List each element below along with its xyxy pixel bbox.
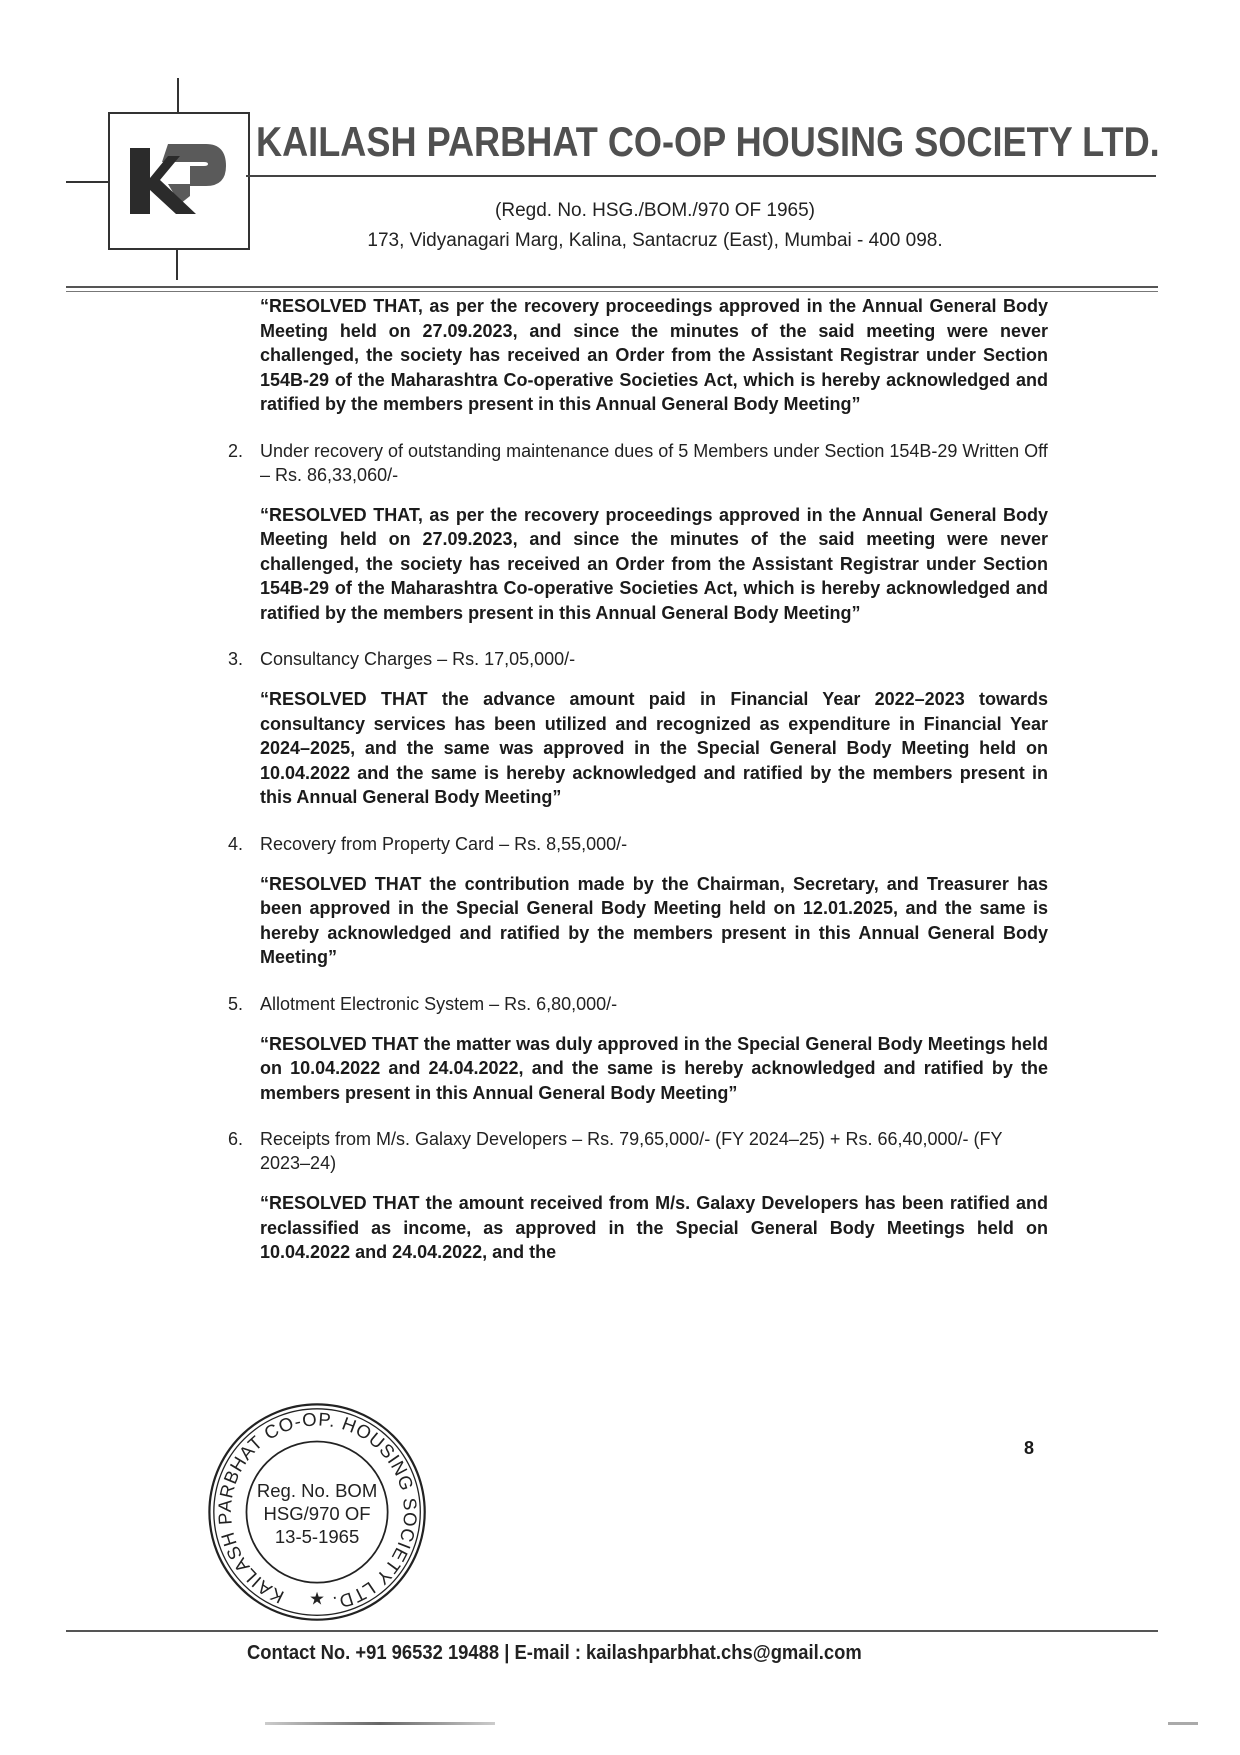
scan-artifact [1168,1722,1198,1725]
resolution-paragraph [260,294,1048,417]
logo-crosshair-line [177,78,179,114]
agenda-item-6 [228,1127,1048,1265]
resolution-text: as per the recovery proceedings approved in the Annual General Body Meeting held on 27.09.2023, and since the minutes of the said meeting were never challenged, the society has received an Order from the Assistant Registrar under Section 154B-29 of the Maharashtra Co-operative Societies Act, which is hereby acknowledged and ratified by the members present in this Annual General Body Meeting” [260,296,1048,414]
agenda-item-5 [228,992,1048,1106]
item-number: 4. [228,833,244,854]
item-heading: Receipts from M/s. Galaxy Developers – Rs. 79,65,000/- (FY 2024–25) + Rs. 66,40,000/- (FY 2023–24) [260,1129,1003,1173]
seal-ring-text: KAILASH PARBHAT CO-OP. HOUSING SOCIETY LTD. [213,1408,422,1615]
footer-contact: Contact No. +91 96532 19488 | E-mail : kailashparbhat.chs@gmail.com [247,1642,862,1664]
resolution-text: the advance amount paid in Financial Year 2022–2023 towards consultancy services has been utilized and recognized as expenditure in Financial Year 2024–2025, and the same was approved in the Special General Body Meeting held on 10.04.2022 and the same is hereby acknowledged and ratified by the members present in this Annual General Body Meeting” [260,689,1049,807]
footer-divider [66,1630,1158,1632]
society-address: 173, Vidyanagari Marg, Kalina, Santacruz (East), Mumbai - 400 098. [367,230,943,251]
resolution-lead: “RESOLVED THAT [260,1193,420,1213]
seal-line-2: HSG/970 OF [263,1503,371,1524]
header-divider [66,291,1158,292]
resolution-paragraph [260,687,1048,810]
resolution-lead: “RESOLVED THAT [260,689,428,709]
item-number: 3. [228,649,244,669]
item-heading: Under recovery of outstanding maintenance dues of 5 Members under Section 154B-29 Written Off – Rs. 86,33,060/- [260,440,1048,485]
resolution-lead: “RESOLVED THAT, [260,504,423,525]
item-number: 5. [228,993,244,1014]
item-number: 6. [228,1129,244,1149]
resolution-lead: “RESOLVED THAT, [260,296,423,316]
society-seal-icon [205,1400,430,1625]
page-number: 8 [1024,1438,1035,1458]
resolution-paragraph [260,503,1048,626]
resolution-paragraph [260,1032,1048,1106]
resolution-paragraph [260,1191,1048,1265]
resolution-paragraph [260,872,1048,970]
scan-artifact [265,1722,495,1725]
registration-number: (Regd. No. HSG./BOM./970 OF 1965) [495,200,815,221]
resolution-text: the amount received from M/s. Galaxy Developers has been ratified and reclassified as income, as approved in the Special General Body Meetings held on 10.04.2022 and 24.04.2022, and the [260,1193,1049,1262]
resolution-text: the contribution made by the Chairman, Secretary, and Treasurer has been approved in the Special General Body Meeting held on 12.01.2025, and the same is hereby acknowledged and ratified by the members present in this Annual General Body Meeting” [260,873,1048,967]
agenda-item-3 [228,647,1048,810]
document-body [228,294,1048,1265]
item-heading: Allotment Electronic System – Rs. 6,80,000/- [260,993,618,1014]
resolution-lead: “RESOLVED THAT [260,873,422,894]
seal-line-1: Reg. No. BOM [256,1480,378,1502]
agenda-item-2 [228,439,1048,626]
logo-crosshair-line [66,181,108,183]
resolution-lead: “RESOLVED THAT [260,1033,419,1054]
agenda-item-4 [228,832,1048,970]
item-number: 2. [228,440,244,461]
item-heading: Recovery from Property Card – Rs. 8,55,000/- [260,833,628,854]
header-rule [246,175,1156,177]
seal-star-icon: ★ [309,1589,325,1610]
item-heading: Consultancy Charges – Rs. 17,05,000/- [260,649,576,669]
header-divider [66,286,1158,288]
resolution-text: as per the recovery proceedings approved in the Annual General Body Meeting held on 27.09.2023, and since the minutes of the said meeting were never challenged, the society has received an Order from the Assistant Registrar under Section 154B-29 of the Maharashtra Co-operative Societies Act, which is hereby acknowledged and ratified by the members present in this Annual General Body Meeting” [260,504,1048,623]
society-name: KAILASH PARBHAT CO-OP HOUSING SOCIETY LTD. [256,118,1160,165]
resolution-text: the matter was duly approved in the Special General Body Meetings held on 10.04.2022 and 24.04.2022, and the same is hereby acknowledged and ratified by the members present in this Annual General Body Meeting” [260,1033,1048,1103]
seal-line-3: 13-5-1965 [274,1525,360,1547]
